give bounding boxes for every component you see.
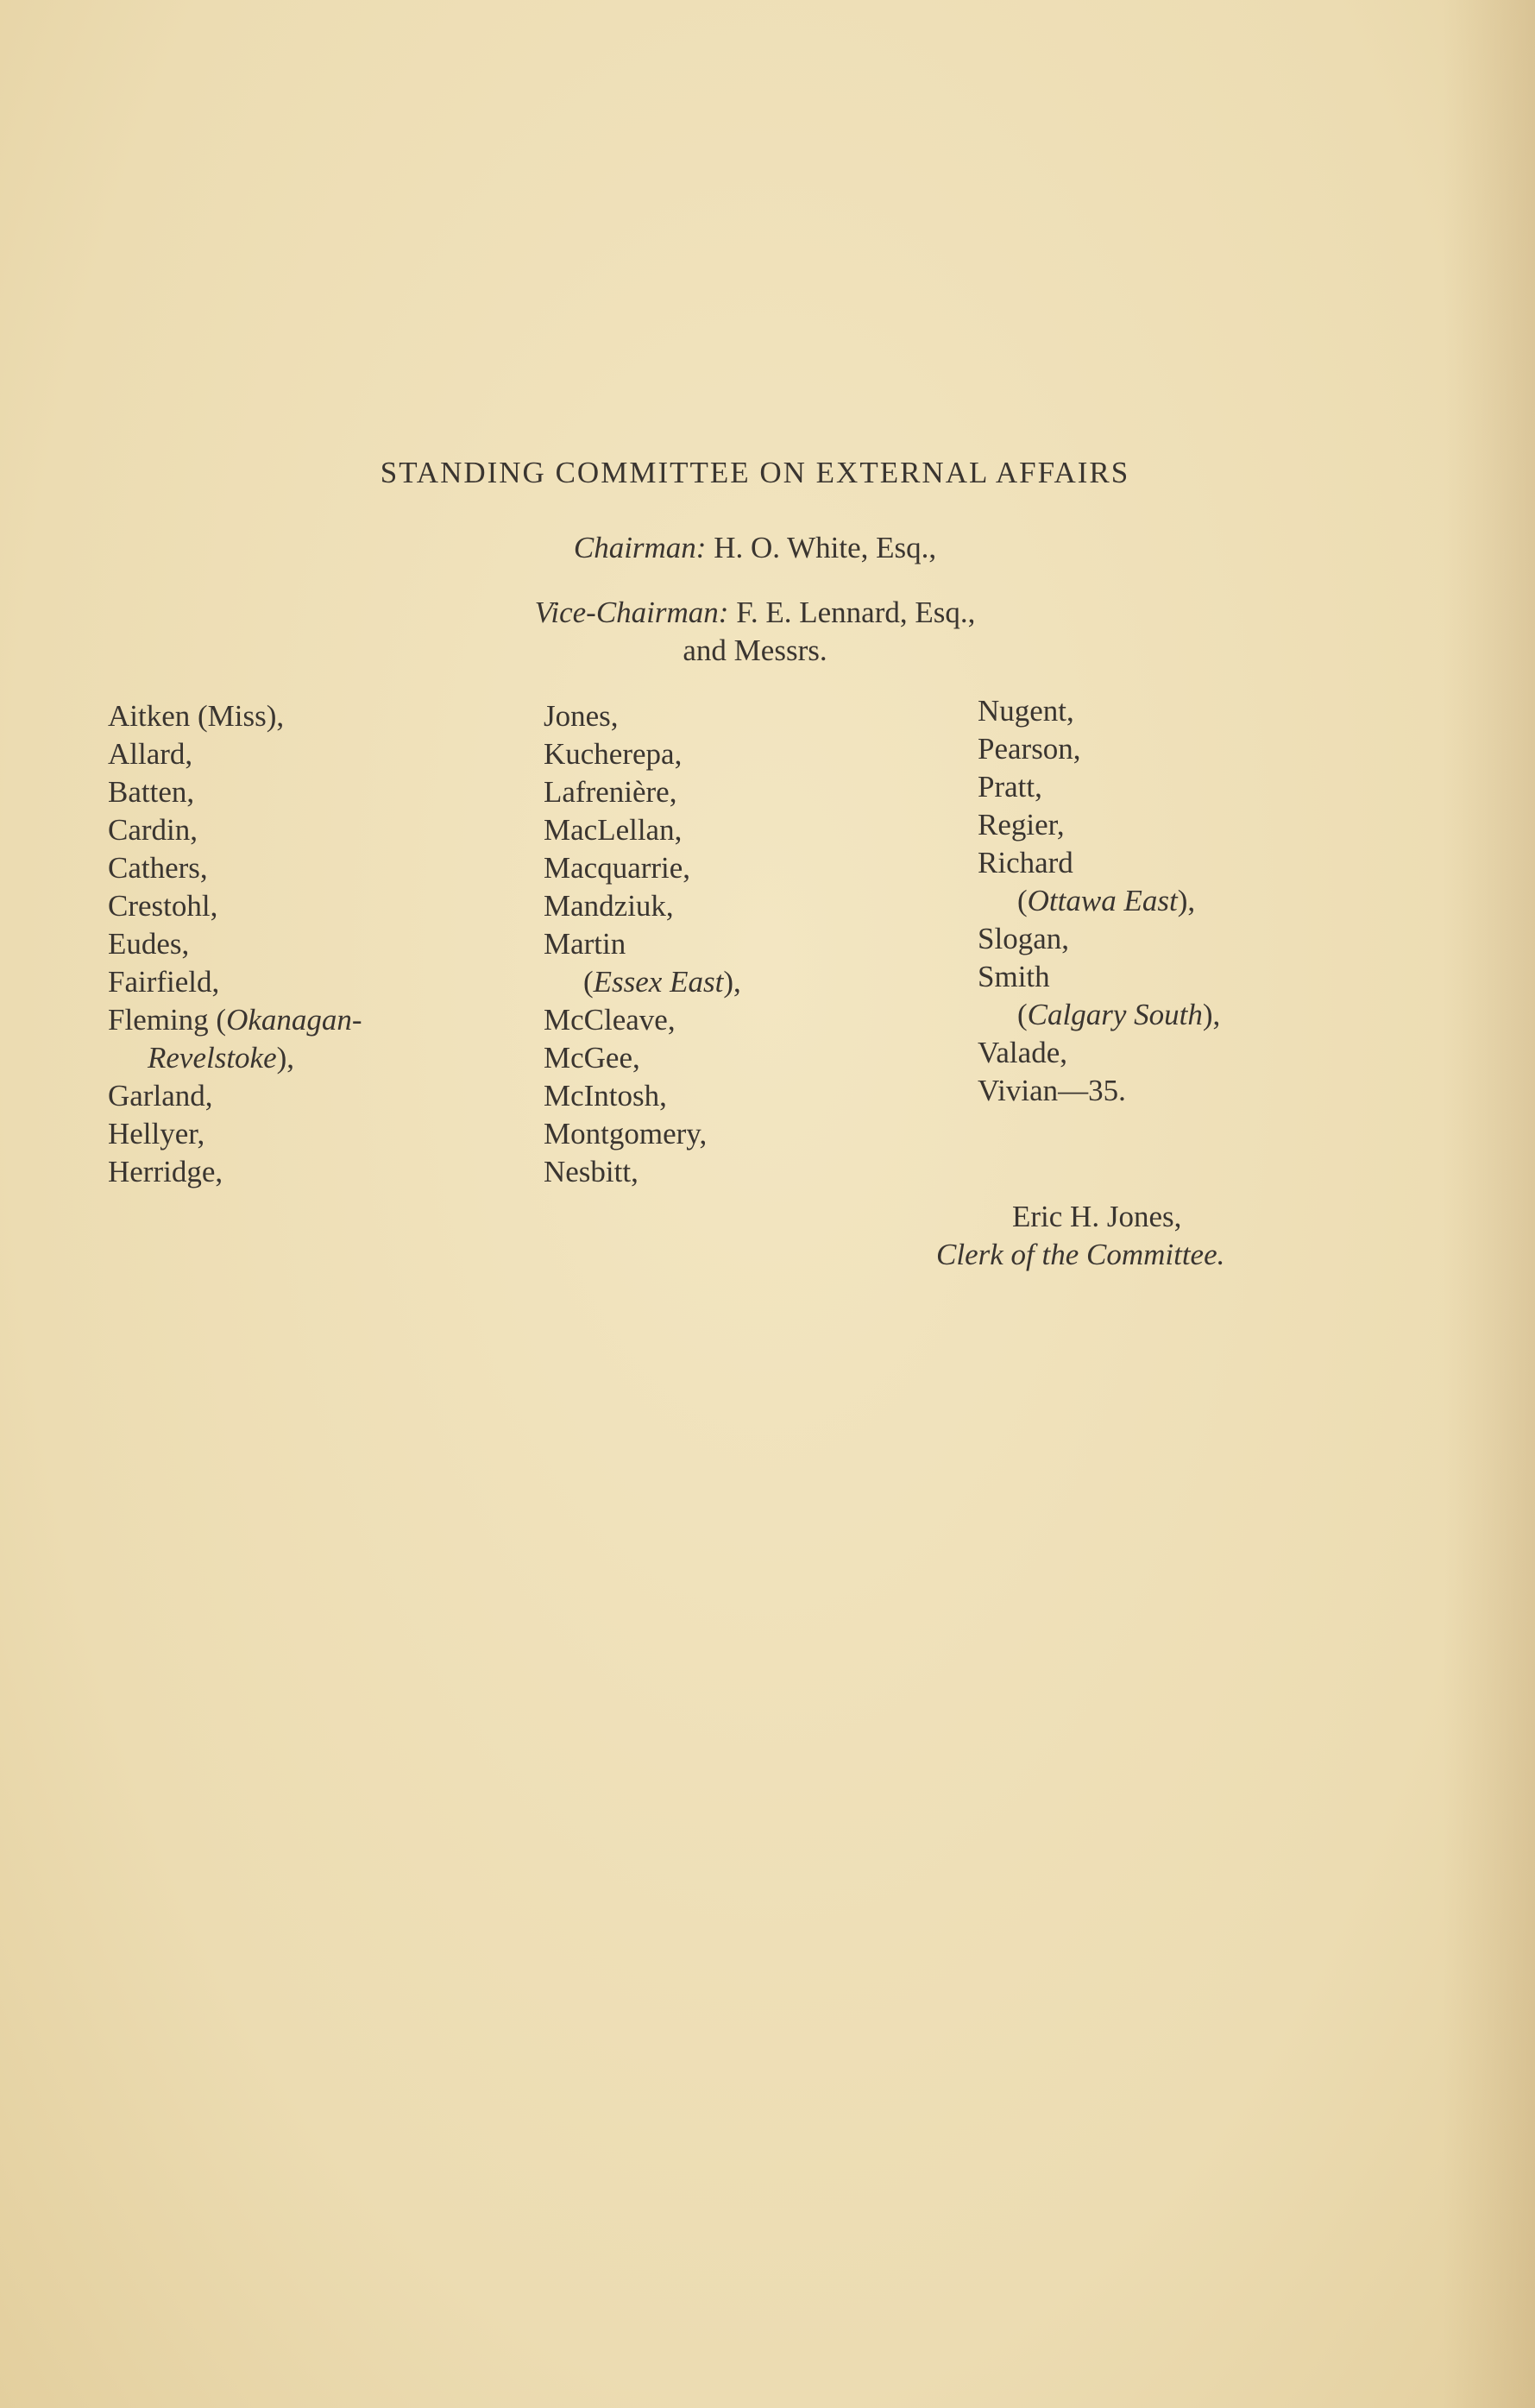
member-riding: Essex East [593, 965, 724, 999]
member-entry [108, 697, 362, 735]
members-column-1 [108, 697, 362, 1191]
member-entry [544, 1001, 741, 1039]
member-riding: Ottawa East [1027, 884, 1178, 917]
member-name: ( [583, 965, 594, 999]
member-riding: Revelstoke [148, 1041, 277, 1075]
member-entry [108, 925, 362, 963]
member-entry [544, 849, 741, 887]
member-name: Slogan, [978, 922, 1069, 955]
member-name: Montgomery, [544, 1117, 708, 1150]
member-name: ( [1017, 884, 1028, 917]
member-entry [108, 811, 362, 849]
member-entry [544, 1115, 741, 1153]
member-name: Herridge, [108, 1155, 223, 1188]
member-suffix: ), [1202, 998, 1221, 1031]
member-entry [544, 1153, 741, 1191]
member-entry [544, 963, 741, 1001]
member-entry [544, 735, 741, 773]
member-entry [978, 882, 1220, 920]
member-entry [544, 697, 741, 735]
member-entry [108, 1153, 362, 1191]
member-entry [108, 735, 362, 773]
member-name: Macquarrie, [544, 851, 691, 885]
member-riding: Calgary South [1027, 998, 1203, 1031]
member-name: Fleming ( [108, 1003, 227, 1037]
member-name: Smith [978, 960, 1050, 993]
clerk-name: Eric H. Jones, [1012, 1200, 1182, 1233]
member-name: McIntosh, [544, 1079, 667, 1113]
member-entry [544, 773, 741, 811]
member-entry [108, 773, 362, 811]
member-entry [978, 1034, 1220, 1072]
member-name: Pratt, [978, 770, 1042, 804]
committee-title: STANDING COMMITTEE ON EXTERNAL AFFAIRS [380, 456, 1130, 489]
vice-chairman-name: F. E. Lennard, Esq., [736, 596, 976, 629]
member-name: Pearson, [978, 732, 1081, 766]
member-name: McGee, [544, 1041, 640, 1075]
member-name: Vivian—35. [978, 1074, 1126, 1107]
member-name: ( [1017, 998, 1028, 1031]
member-entry [108, 887, 362, 925]
chairman-label: Chairman: [573, 531, 707, 564]
member-entry [108, 1001, 362, 1039]
member-entry [978, 920, 1220, 958]
member-name: Aitken (Miss), [108, 699, 285, 733]
member-name: MacLellan, [544, 813, 683, 847]
member-name: Jones, [544, 699, 619, 733]
member-entry [544, 1077, 741, 1115]
member-name: Mandziuk, [544, 889, 674, 923]
member-entry [978, 768, 1220, 806]
vice-chairman-label: Vice-Chairman: [534, 596, 729, 629]
member-entry [978, 692, 1220, 730]
member-entry [978, 1072, 1220, 1110]
member-entry [978, 730, 1220, 768]
member-name: Crestohl, [108, 889, 218, 923]
member-name: Hellyer, [108, 1117, 205, 1150]
member-entry [108, 849, 362, 887]
member-entry [978, 844, 1220, 882]
member-name: Nesbitt, [544, 1155, 639, 1188]
member-entry [544, 925, 741, 963]
member-name: Cardin, [108, 813, 198, 847]
member-name: Valade, [978, 1036, 1067, 1069]
member-name: Cathers, [108, 851, 208, 885]
member-entry [108, 1077, 362, 1115]
member-entry [108, 1039, 362, 1077]
members-column-2 [544, 697, 741, 1191]
member-name: Martin [544, 927, 626, 961]
member-name: Allard, [108, 737, 193, 771]
member-suffix: ), [276, 1041, 295, 1075]
member-suffix: ), [1177, 884, 1196, 917]
member-name: Garland, [108, 1079, 213, 1113]
member-suffix: ), [723, 965, 741, 999]
member-name: Fairfield, [108, 965, 220, 999]
chairman-name: H. O. White, Esq., [714, 531, 937, 564]
member-name: Kucherepa, [544, 737, 683, 771]
member-name: Batten, [108, 775, 195, 809]
member-name: Regier, [978, 808, 1065, 842]
and-messrs: and Messrs. [683, 634, 827, 667]
clerk-title: Clerk of the Committee. [936, 1238, 1225, 1271]
member-entry [108, 1115, 362, 1153]
member-name: Eudes, [108, 927, 190, 961]
vice-chairman-line [0, 596, 1510, 630]
member-entry [978, 996, 1220, 1034]
members-column-3 [978, 692, 1220, 1110]
member-name: Richard [978, 846, 1073, 879]
member-name: Nugent, [978, 694, 1074, 728]
member-entry [544, 887, 741, 925]
member-entry [978, 806, 1220, 844]
member-entry [108, 963, 362, 1001]
member-riding: Okanagan- [226, 1003, 362, 1037]
member-entry [978, 958, 1220, 996]
member-name: McCleave, [544, 1003, 676, 1037]
member-name: Lafrenière, [544, 775, 677, 809]
member-entry [544, 1039, 741, 1077]
chairman-line [0, 531, 1510, 565]
member-entry [544, 811, 741, 849]
